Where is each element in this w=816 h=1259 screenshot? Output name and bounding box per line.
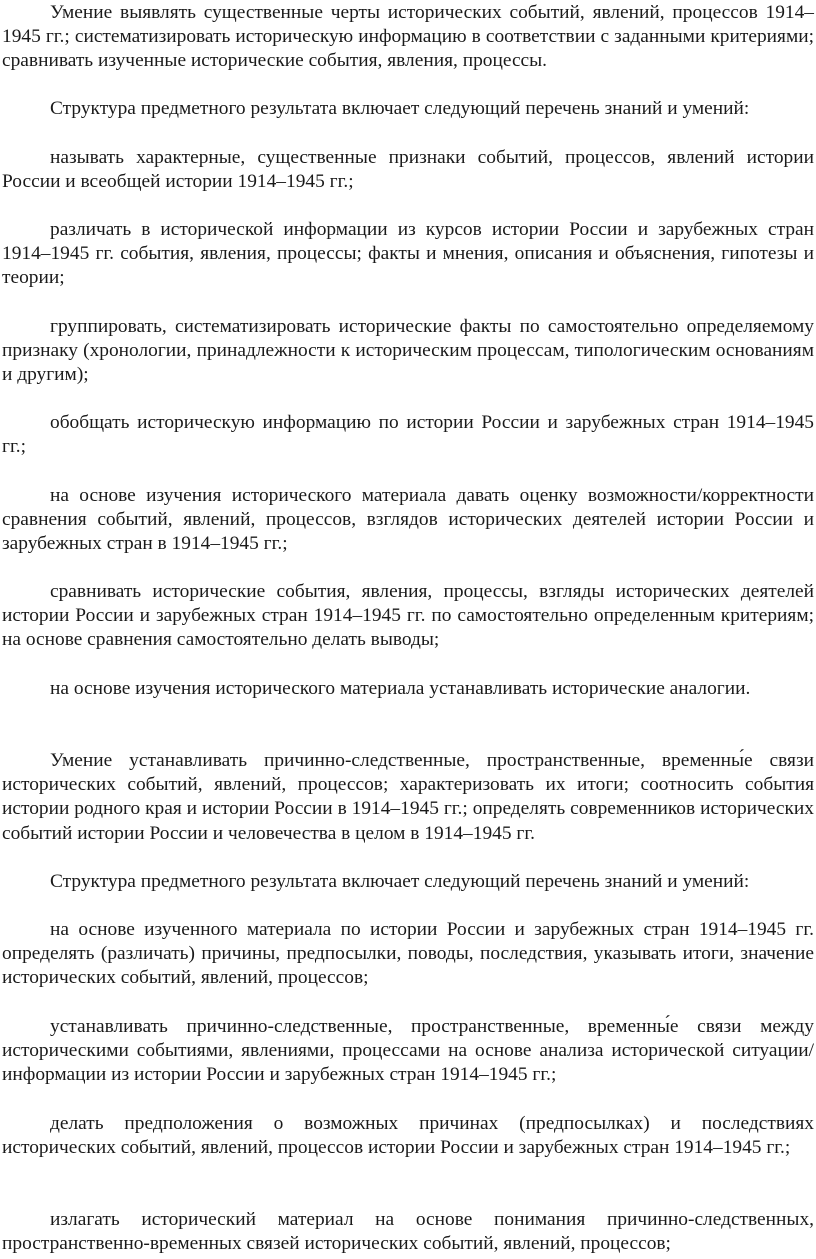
- paragraph-structure-2: Структура предметного результата включает следующий перечень знаний и умений:: [50, 871, 750, 892]
- paragraph-list-generalize: обобщать историческую информацию по истории России и зарубежных стран 1914–1945 гг.;: [2, 412, 814, 458]
- paragraph-list-compare: сравнивать исторические события, явления, процессы, взгляды исторических деятелей истории России и зарубежных стран 1914–1945 гг. по самостоятельно определенным критериям; на основе сравнения самостоятельно делать выводы;: [2, 581, 814, 651]
- paragraph-list-name-features: называть характерные, существенные признаки событий, процессов, явлений истории России и всеобщей истории 1914–1945 гг.;: [2, 147, 814, 193]
- paragraph-skill-2-intro: Умение устанавливать причинно-следственные, пространственные, временны́е связи исторических событий, явлений, процессов; характеризовать их итоги; соотносить события истории родного края и истории России в 1914–1945 гг.; определять современников исторических событий истории России и человечества в целом в 1914–1945 гг.: [2, 750, 814, 844]
- paragraph-list-connections: устанавливать причинно-следственные, пространственные, временны́е связи между историческими событиями, явлениями, процессами на основе анализа исторической ситуации/информации из истории России и зарубежных стран 1914–1945 гг.;: [2, 1016, 814, 1086]
- paragraph-list-assumptions: делать предположения о возможных причинах (предпосылках) и последствиях исторических событий, явлений, процессов истории России и зарубежных стран 1914–1945 гг.;: [2, 1113, 814, 1159]
- paragraph-skill-1-intro: Умение выявлять существенные черты исторических событий, явлений, процессов 1914–1945 гг.; систематизировать историческую информацию в соответствии с заданными критериями; сравнивать изученные исторические события, явления, процессы.: [2, 2, 814, 72]
- paragraph-list-assess: на основе изучения исторического материала давать оценку возможности/корректности сравнения событий, явлений, процессов, взглядов исторических деятелей истории России и зарубежных стран в 1914–1945 гг.;: [2, 485, 814, 555]
- paragraph-list-distinguish: различать в исторической информации из курсов истории России и зарубежных стран 1914–1945 гг. события, явления, процессы; факты и мнения, описания и объяснения, гипотезы и теории;: [2, 219, 814, 289]
- paragraph-list-present: излагать исторический материал на основе понимания причинно-следственных, пространственно-временных связей исторических событий, явлений, процессов;: [2, 1209, 814, 1255]
- paragraph-list-causes: на основе изученного материала по истории России и зарубежных стран 1914–1945 гг. определять (различать) причины, предпосылки, поводы, последствия, указывать итоги, значение исторических событий, явлений, процессов;: [2, 919, 814, 989]
- paragraph-structure-1: Структура предметного результата включает следующий перечень знаний и умений:: [50, 98, 750, 119]
- paragraph-list-group: группировать, систематизировать исторические факты по самостоятельно определяемому признаку (хронологии, принадлежности к историческим процессам, типологическим основаниям и другим);: [2, 316, 814, 386]
- paragraph-list-analogies: на основе изучения исторического материала устанавливать исторические аналогии.: [50, 678, 751, 699]
